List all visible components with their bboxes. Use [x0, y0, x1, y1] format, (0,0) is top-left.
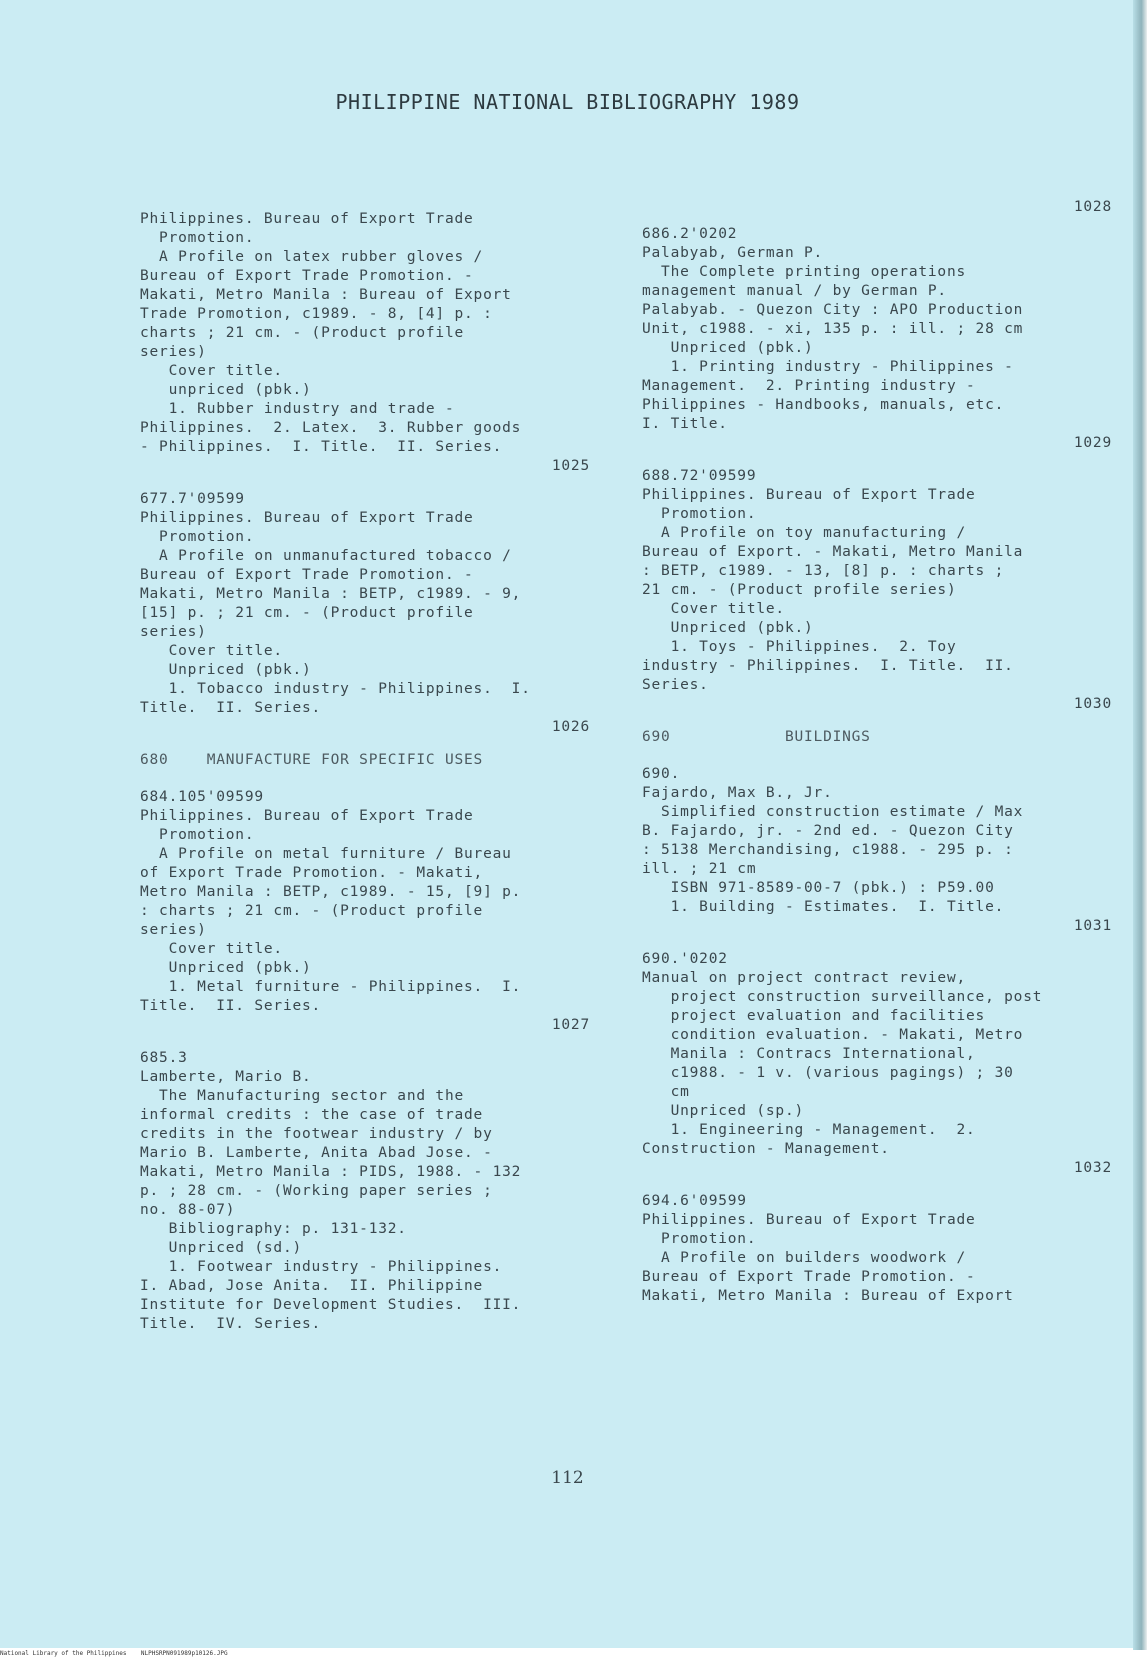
entry-line: Manila : Contracs International,	[642, 1046, 976, 1062]
entry-line: 1. Building - Estimates. I. Title.	[642, 899, 1005, 915]
entry-line: Cover title.	[140, 941, 283, 957]
entry-line: charts ; 21 cm. - (Product profile	[140, 325, 465, 341]
entry-line: : BETP, c1989. - 13, [8] p. : charts ;	[642, 563, 1005, 579]
entry-line: Promotion.	[140, 230, 255, 246]
entry-line: - Philippines. I. Title. II. Series.	[140, 439, 503, 455]
bibliographic-entry	[642, 765, 1112, 936]
entry-line: of Export Trade Promotion. - Makati,	[140, 865, 484, 881]
entry-line: Unpriced (pbk.)	[642, 340, 814, 356]
section-heading: 690 BUILDINGS	[642, 729, 871, 745]
entry-line: Philippines. 2. Latex. 3. Rubber goods	[140, 420, 522, 436]
entry-line: series)	[140, 922, 207, 938]
entry-line: Series.	[642, 677, 709, 693]
entry-line: Lamberte, Mario B.	[140, 1069, 312, 1085]
entry-line: Cover title.	[642, 601, 785, 617]
entry-number: 1032	[1073, 1160, 1112, 1176]
entry-line: A Profile on builders woodwork /	[642, 1250, 967, 1266]
entry-line: Trade Promotion, c1989. - 8, [4] p. :	[140, 306, 493, 322]
entry-line: 684.105'09599	[140, 789, 264, 805]
entry-line: 1. Footwear industry - Philippines.	[140, 1259, 503, 1275]
entry-line: Unpriced (pbk.)	[140, 662, 312, 678]
entry-line: c1988. - 1 v. (various pagings) ; 30	[642, 1065, 1014, 1081]
entry-line: no. 88-07)	[140, 1202, 236, 1218]
entry-line: management manual / by German P.	[642, 283, 947, 299]
bibliographic-entry	[642, 1192, 1112, 1306]
scan-footer: National Library of the Philippines NLPHSRPN091989p10126.JPG	[0, 1650, 1147, 1658]
bibliographic-entry	[642, 467, 1112, 714]
entry-line: Bureau of Export. - Makati, Metro Manila	[642, 544, 1024, 560]
entry-line: Promotion.	[140, 827, 255, 843]
entry-line: 1. Engineering - Management. 2.	[642, 1122, 976, 1138]
bibliographic-entry	[642, 950, 1112, 1178]
entry-line: Metro Manila : BETP, c1989. - 15, [9] p.	[140, 884, 522, 900]
entry-line: 685.3	[140, 1050, 188, 1066]
bibliographic-entry	[140, 490, 590, 737]
entry-line: 677.7'09599	[140, 491, 245, 507]
entry-line: Unpriced (sp.)	[642, 1103, 805, 1119]
entry-line: ISBN 971-8589-00-7 (pbk.) : P59.00	[642, 880, 995, 896]
entry-line: cm	[642, 1084, 690, 1100]
entry-line: p. ; 28 cm. - (Working paper series ;	[140, 1183, 493, 1199]
entry-line: B. Fajardo, jr. - 2nd ed. - Quezon City	[642, 823, 1014, 839]
entry-line: Bureau of Export Trade Promotion. -	[140, 268, 474, 284]
entry-line: Cover title.	[140, 363, 283, 379]
entry-line: Promotion.	[642, 506, 757, 522]
entry-line: ill. ; 21 cm	[642, 861, 757, 877]
entry-line: series)	[140, 344, 207, 360]
entry-line: 690.'0202	[642, 951, 728, 967]
page-number: 112	[551, 1468, 584, 1488]
page-title: PHILIPPINE NATIONAL BIBLIOGRAPHY 1989	[335, 90, 800, 114]
entry-line: 1. Rubber industry and trade -	[140, 401, 455, 417]
entry-line: condition evaluation. - Makati, Metro	[642, 1027, 1024, 1043]
entry-line: Fajardo, Max B., Jr.	[642, 785, 833, 801]
entry-line: Unit, c1988. - xi, 135 p. : ill. ; 28 cm	[642, 321, 1024, 337]
entry-number: 1030	[1073, 696, 1112, 712]
entry-line: Cover title.	[140, 643, 283, 659]
entry-number: 1025	[551, 458, 590, 474]
entry-line: industry - Philippines. I. Title. II.	[642, 658, 1014, 674]
entry-line: 1. Toys - Philippines. 2. Toy	[642, 639, 957, 655]
entry-line: 21 cm. - (Product profile series)	[642, 582, 957, 598]
entry-line: : charts ; 21 cm. - (Product profile	[140, 903, 484, 919]
entry-line: The Manufacturing sector and the	[140, 1088, 465, 1104]
bibliographic-entry	[140, 788, 590, 1035]
right-column	[642, 199, 1112, 1320]
entry-line: 1. Printing industry - Philippines -	[642, 359, 1014, 375]
entry-line: project construction surveillance, post	[642, 989, 1043, 1005]
entry-line: 690.	[642, 766, 681, 782]
entry-line: : 5138 Merchandising, c1988. - 295 p. :	[642, 842, 1014, 858]
entry-line: Bibliography: p. 131-132.	[140, 1221, 407, 1237]
entry-line: A Profile on latex rubber gloves /	[140, 249, 484, 265]
entry-line: I. Title.	[642, 416, 728, 432]
entry-line: Title. IV. Series.	[140, 1316, 322, 1332]
entry-line: A Profile on toy manufacturing /	[642, 525, 967, 541]
left-column	[140, 210, 590, 1348]
entry-line: Construction - Management.	[642, 1141, 890, 1157]
entry-line: 1. Metal furniture - Philippines. I.	[140, 979, 522, 995]
entry-line: 1. Tobacco industry - Philippines. I.	[140, 681, 531, 697]
entry-line: Palabyab, German P.	[642, 245, 824, 261]
entry-line: Unpriced (sd.)	[140, 1240, 303, 1256]
entry-line: credits in the footwear industry / by	[140, 1126, 493, 1142]
entry-line: Promotion.	[140, 529, 255, 545]
section-heading: 680 MANUFACTURE FOR SPECIFIC USES	[140, 752, 484, 768]
entry-line: Philippines. Bureau of Export Trade	[140, 808, 474, 824]
entry-number: 1031	[1073, 918, 1112, 934]
bibliographic-entry	[642, 198, 1112, 453]
entry-line: Manual on project contract review,	[642, 970, 967, 986]
entry-line: Unpriced (pbk.)	[642, 620, 814, 636]
entry-line: Philippines - Handbooks, manuals, etc.	[642, 397, 1005, 413]
entry-number: 1029	[1073, 435, 1112, 451]
entry-line: 688.72'09599	[642, 468, 757, 484]
entry-line: unpriced (pbk.)	[140, 382, 312, 398]
entry-line: Simplified construction estimate / Max	[642, 804, 1024, 820]
entry-line: project evaluation and facilities	[642, 1008, 986, 1024]
entry-line: A Profile on metal furniture / Bureau	[140, 846, 512, 862]
entry-line: I. Abad, Jose Anita. II. Philippine	[140, 1278, 484, 1294]
entry-line: informal credits : the case of trade	[140, 1107, 484, 1123]
entry-line: Title. II. Series.	[140, 700, 322, 716]
page-edge-shadow	[1133, 0, 1147, 1650]
entry-number: 1028	[1073, 199, 1112, 215]
entry-line: Philippines. Bureau of Export Trade	[140, 211, 474, 227]
entry-line: 694.6'09599	[642, 1193, 747, 1209]
entry-line: 686.2'0202	[642, 226, 738, 242]
entry-line: Philippines. Bureau of Export Trade	[642, 1212, 976, 1228]
entry-line: Institute for Development Studies. III.	[140, 1297, 522, 1313]
entry-line: Unpriced (pbk.)	[140, 960, 312, 976]
entry-line: Promotion.	[642, 1231, 757, 1247]
entry-line: Makati, Metro Manila : BETP, c1989. - 9,	[140, 586, 522, 602]
bibliographic-entry	[140, 210, 590, 476]
entry-number: 1027	[551, 1017, 590, 1033]
entry-line: Mario B. Lamberte, Anita Abad Jose. -	[140, 1145, 493, 1161]
entry-line: Title. II. Series.	[140, 998, 322, 1014]
entry-line: [15] p. ; 21 cm. - (Product profile	[140, 605, 474, 621]
entry-number: 1026	[551, 719, 590, 735]
entry-line: Philippines. Bureau of Export Trade	[642, 487, 976, 503]
entry-line: Management. 2. Printing industry -	[642, 378, 976, 394]
entry-line: Makati, Metro Manila : Bureau of Export	[642, 1288, 1014, 1304]
entry-line: series)	[140, 624, 207, 640]
entry-line: Makati, Metro Manila : Bureau of Export	[140, 287, 512, 303]
entry-line: Makati, Metro Manila : PIDS, 1988. - 132	[140, 1164, 522, 1180]
entry-line: Palabyab. - Quezon City : APO Production	[642, 302, 1024, 318]
entry-line: The Complete printing operations	[642, 264, 967, 280]
entry-line: Bureau of Export Trade Promotion. -	[642, 1269, 976, 1285]
entry-line: Philippines. Bureau of Export Trade	[140, 510, 474, 526]
entry-line: Bureau of Export Trade Promotion. -	[140, 567, 474, 583]
bibliographic-entry	[140, 1049, 590, 1334]
entry-line: A Profile on unmanufactured tobacco /	[140, 548, 512, 564]
